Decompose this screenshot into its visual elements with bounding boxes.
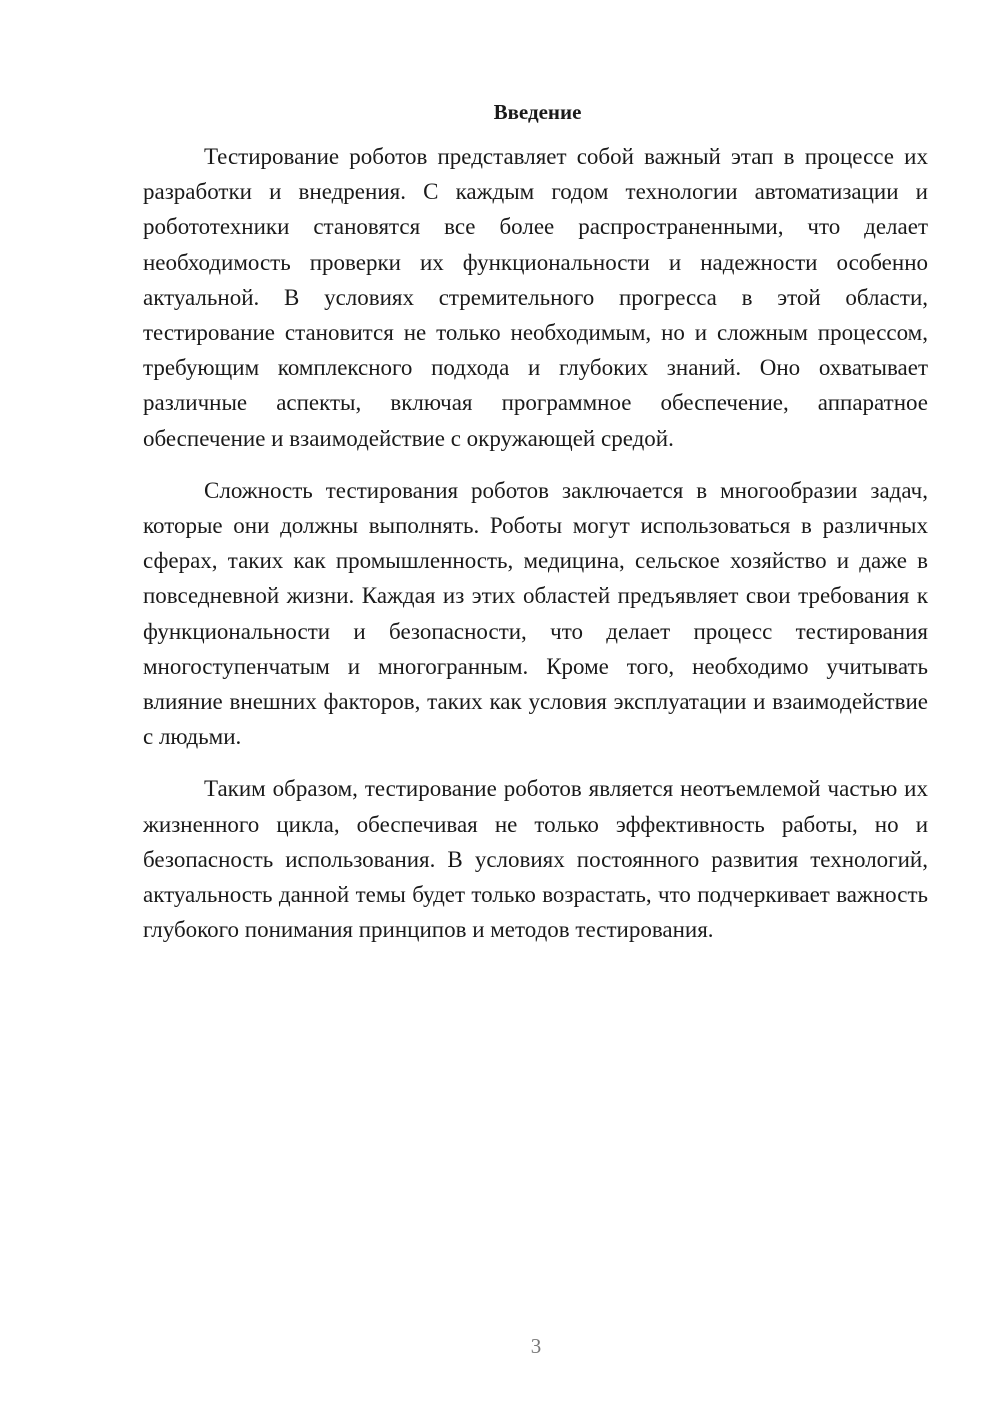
paragraph-1: Тестирование роботов представляет собой важный этап в процессе их разработки и внедрения. С каждым годом технологии автоматизации и робототехники становятся все более распространенными, что делает необходимость проверки их функциональности и надежности особенно актуальной. В условиях стремительного прогресса в этой области, тестирование становится не только необходимым, но и сложным процессом, требующим комплексного подхода и глубоких знаний. Оно охватывает различные аспекты, включая программное обеспечение, аппаратное обеспечение и взаимодействие с окружающей средой. (143, 144, 928, 451)
page-content (143, 96, 928, 947)
section-title: Введение (493, 100, 582, 124)
paragraph-2: Сложность тестирования роботов заключается в многообразии задач, которые они должны выполнять. Роботы могут использоваться в различных сферах, таких как промышленность, медицина, сельское хозяйство и даже в повседневной жизни. Каждая из этих областей предъявляет свои требования к функциональности и безопасности, что делает процесс тестирования многоступенчатым и многогранным. Кроме того, необходимо учитывать влияние внешних факторов, таких как условия эксплуатации и взаимодействие с людьми. (143, 477, 928, 750)
paragraph-3: Таким образом, тестирование роботов является неотъемлемой частью их жизненного цикла, обеспечивая не только эффективность работы, но и безопасность использования. В условиях постоянного развития технологий, актуальность данной темы будет только возрастать, что подчеркивает важность глубокого понимания принципов и методов тестирования. (143, 776, 928, 943)
page-number: 3 (530, 1334, 542, 1358)
